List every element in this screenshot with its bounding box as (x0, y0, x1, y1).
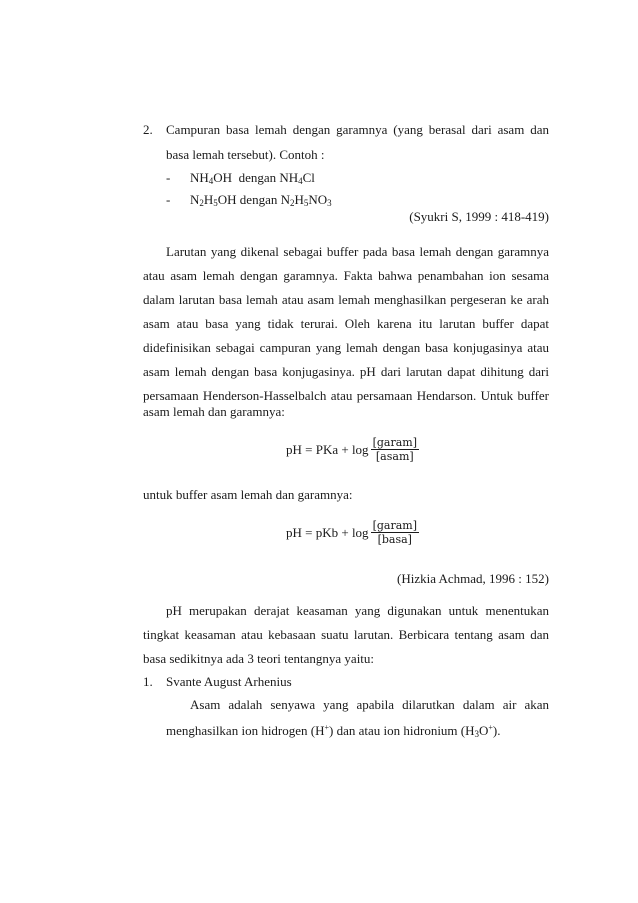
para3-line3: basa sedikitnya ada 3 teori tentangnya yaitu: (143, 651, 375, 666)
fraction-denominator: [basa] (377, 533, 412, 546)
item1-line1: Asam adalah senyawa yang apabila dilarutkan dalam air akan (190, 697, 549, 712)
example-dash-1: - (166, 170, 171, 185)
para1-line7: persamaan Henderson-Hasselbalch atau persamaan Hendarson. Untuk buffer (143, 388, 549, 403)
para3-line1: pH merupakan derajat keasaman yang digunakan untuk menentukan (166, 603, 549, 618)
para2: untuk buffer asam lemah dan garamnya: (143, 487, 353, 502)
fraction-numerator: [garam] (372, 436, 417, 449)
list-number-1: 1. (143, 674, 153, 689)
item1-line2: menghasilkan ion hidrogen (H+) dan atau ion hidronium $(H_3O^+)$. (166, 723, 501, 739)
para1-line2: atau asam lemah dengan garamnya. Fakta bahwa penambahan ion sesama (143, 268, 549, 283)
para1-line4: asam atau basa yang tidak terurai. Oleh karena itu larutan buffer dapat (143, 316, 549, 331)
para1-line6: asam lemah dengan basa konjugasinya. pH dari larutan dapat dihitung dari (143, 364, 549, 379)
item2-line1: Campuran basa lemah dengan garamnya (yang berasal dari asam dan (166, 122, 549, 137)
para1-line1: Larutan yang dikenal sebagai buffer pada basa lemah dengan garamnya (166, 244, 549, 259)
para1-line3: dalam larutan basa lemah atau asam lemah menghasilkan pergeseran ke arah (143, 292, 549, 307)
citation-hizkia: (Hizkia Achmad, 1996 : 152) (397, 571, 549, 586)
equation-fraction (371, 519, 419, 546)
list-number-2: 2. (143, 122, 153, 137)
example-2: $N_2H_5OH$ dengan $N_2H_5NO_3$ (190, 192, 332, 208)
example-dash-2: - (166, 192, 171, 207)
equation-lhs: pH = PKa + log (286, 441, 369, 457)
equation-fraction (371, 436, 419, 463)
citation-syukri: (Syukri S, 1999 : 418-419) (409, 209, 549, 224)
example-1: $NH_4OH$ dengan $NH_4Cl$ (190, 170, 315, 186)
equation-weak-base (286, 519, 419, 546)
para3-line2: tingkat keasaman atau kebasaan suatu larutan. Berbicara tentang asam dan (143, 627, 549, 642)
para1-line8: asam lemah dan garamnya: (143, 404, 285, 419)
fraction-numerator: [garam] (372, 519, 417, 532)
item2-line2: basa lemah tersebut). Contoh : (166, 147, 325, 162)
fraction-denominator: [asam] (375, 450, 414, 463)
item1-title: Svante August Arhenius (166, 674, 292, 689)
para1-line5: didefinisikan sebagai campuran yang lemah dengan basa konjugasinya atau (143, 340, 549, 355)
equation-lhs: pH = pKb + log (286, 524, 369, 540)
equation-weak-acid (286, 436, 419, 463)
